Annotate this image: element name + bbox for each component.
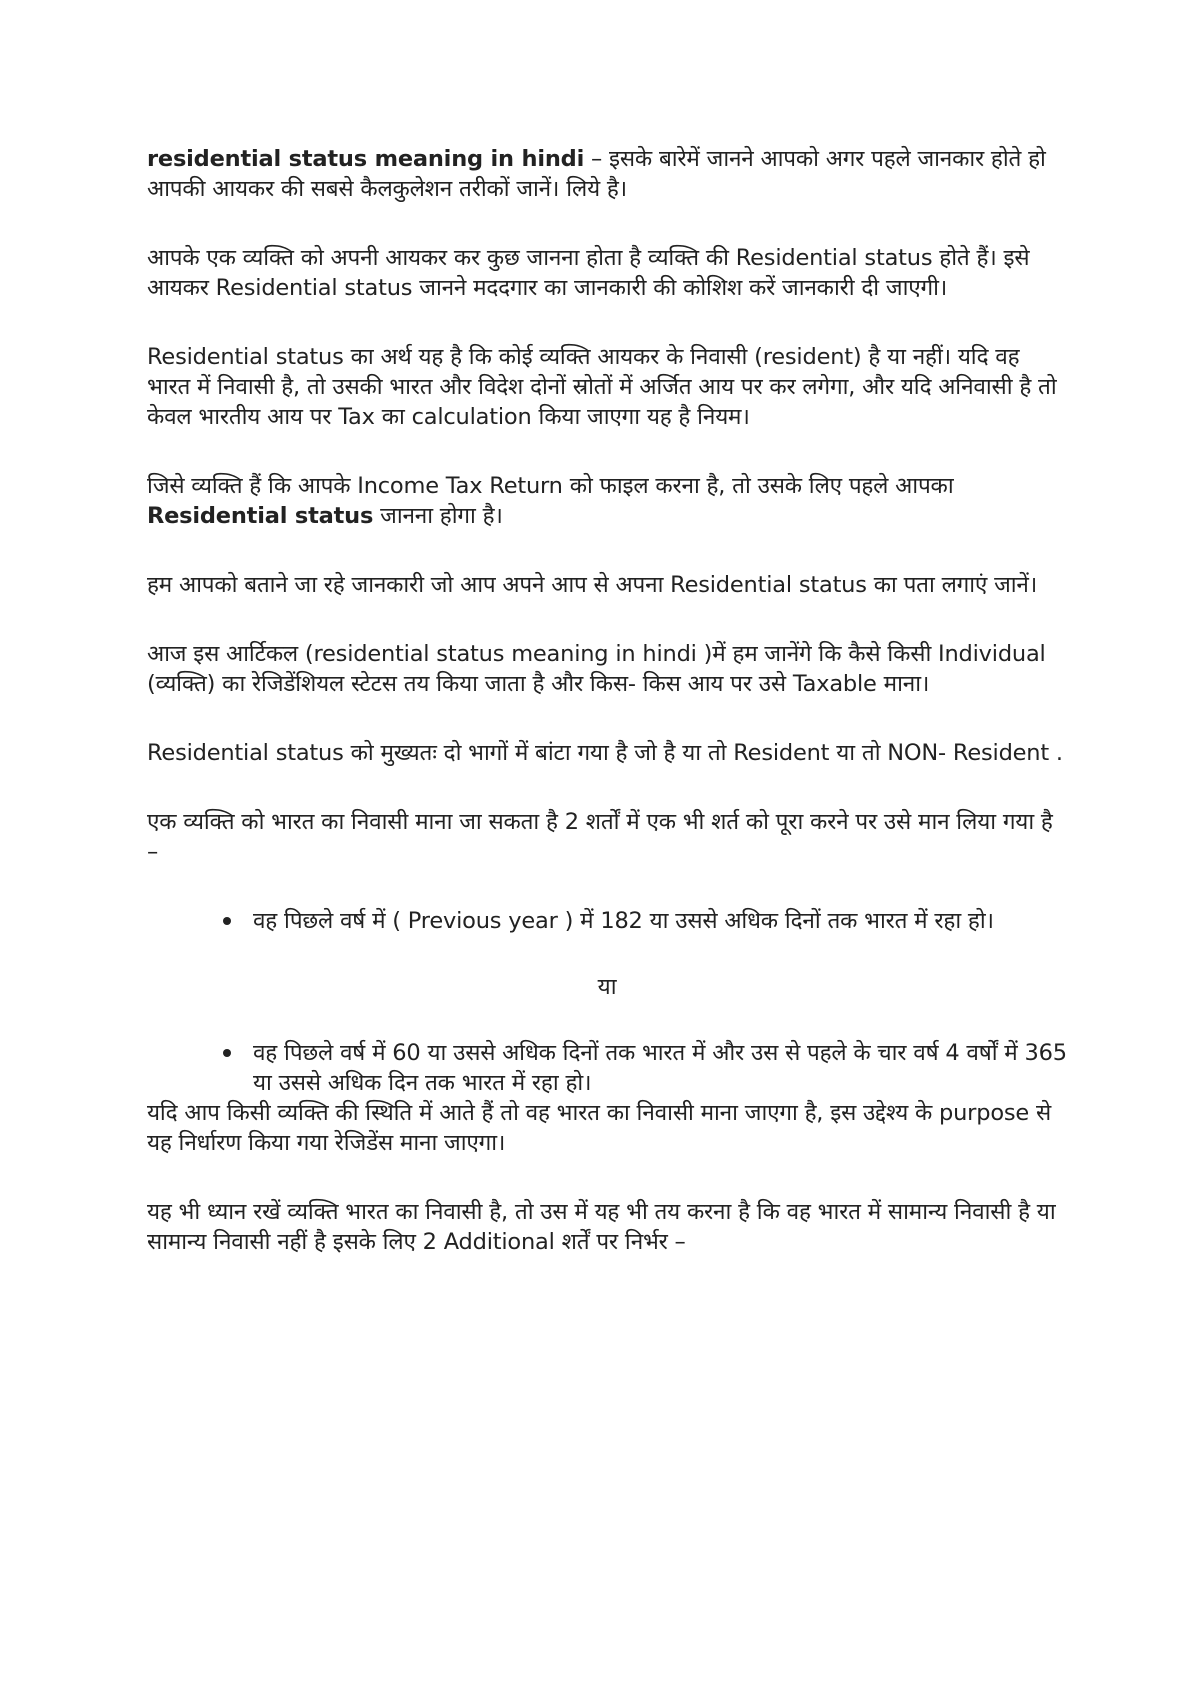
intro-heading: residential status meaning in hindi [147,146,585,172]
paragraph-4-end: जानना होगा है। [373,503,503,529]
paragraph-intro [147,144,1067,204]
document-page [147,144,1067,1296]
paragraph-8: एक व्यक्ति को भारत का निवासी माना जा सकता है 2 शर्तों में एक भी शर्त को पूरा करने पर उसे मान लिया गया है – [147,809,1053,865]
condition-item: वह पिछले वर्ष में 60 या उससे अधिक दिनों तक भारत में और उस से पहले के चार वर्ष 4 वर्षों में 365 या उससे अधिक दिन तक भारत में रहा हो। [253,1040,1067,1096]
paragraph-6: आज इस आर्टिकल (residential status meaning in hindi )में हम जानेंगे कि कैसे किसी Individual (व्यक्ति) का रेजिडेंशियल स्टेटस तय किया जाता है और किस- किस आय पर उसे Taxable माना। [147,641,1046,697]
paragraph-2: आपके एक व्यक्ति को अपनी आयकर कर कुछ जानना होता है व्यक्ति की Residential status होते हैं। इसे आयकर Residential status जानने मददगार का जानकारी की कोशिश करें जानकारी दी जाएगी। [147,245,1030,301]
or-separator: या [597,974,617,1000]
paragraph-5: हम आपको बताने जा रहे जानकारी जो आप अपने आप से अपना Residential status का पता लगाएं जानें। [147,572,1038,598]
paragraph-4-bold: Residential status [147,503,374,529]
paragraph-4-start: जिसे व्यक्ति हैं कि आपके Income Tax Return को फाइल करना है, तो उसके लिए पहले आपका [147,473,954,499]
paragraph-4 [147,471,1067,531]
intro-text: – इसके बारेमें जानने आपको अगर पहले जानकार होते हो आपकी आयकर की सबसे कैलकुलेशन तरीकों जानें। लिये है। [147,146,1046,202]
paragraph-9: यदि आप किसी व्यक्ति की स्थिति में आते हैं तो वह भारत का निवासी माना जाएगा है, इस उद्देश्य के purpose से यह निर्धारण किया गया रेजिडेंस माना जाएगा। [147,1100,1052,1156]
paragraph-3: Residential status का अर्थ यह है कि कोई व्यक्ति आयकर के निवासी (resident) है या नहीं। यदि वह भारत में निवासी है, तो उसकी भारत और विदेश दोनों स्रोतों में अर्जित आय पर कर लगेगा, और यदि अनिवासी है तो केवल भारतीय आय पर Tax का calculation किया जाएगा यह है नियम। [147,344,1057,430]
conditions-list-second [147,1038,1067,1098]
paragraph-10: यह भी ध्यान रखें व्यक्ति भारत का निवासी है, तो उस में यह भी तय करना है कि वह भारत में सामान्य निवासी है या सामान्य निवासी नहीं है इसके लिए 2 Additional शर्तें पर निर्भर – [147,1199,1056,1255]
paragraph-7: Residential status को मुख्यतः दो भागों में बांटा गया है जो है या तो Resident या तो NON- Resident . [147,740,1063,766]
condition-item: वह पिछले वर्ष में ( Previous year ) में 182 या उससे अधिक दिनों तक भारत में रहा हो। [253,906,1067,936]
conditions-list [147,906,1067,936]
